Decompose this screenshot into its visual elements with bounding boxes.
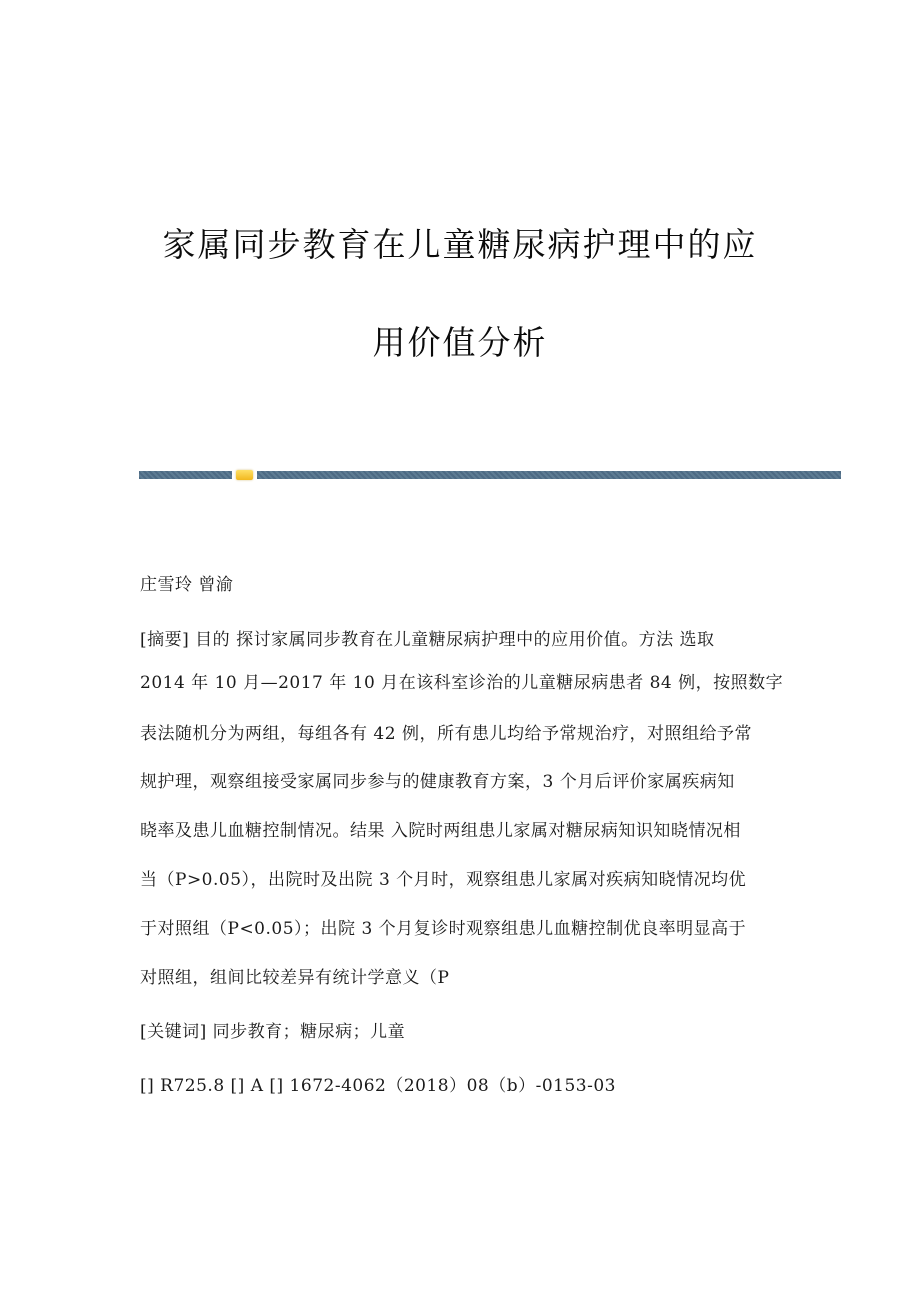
abstract-line-3: 表法随机分为两组，每组各有 42 例，所有患儿均给予常规治疗，对照组给予常 xyxy=(140,724,752,744)
abstract-line-5: 晓率及患儿血糖控制情况。结果 入院时两组患儿家属对糖尿病知识知晓情况相 xyxy=(140,821,741,841)
divider-bar-left xyxy=(139,471,232,479)
authors: 庄雪玲 曾渝 xyxy=(140,575,234,595)
classification-codes: [] R725.8 [] A [] 1672-4062（2018）08（b）-0153-03 xyxy=(140,1076,616,1096)
title-divider xyxy=(139,470,841,481)
abstract-line-1: [摘要] 目的 探讨家属同步教育在儿童糖尿病护理中的应用价值。方法 选取 xyxy=(140,630,715,650)
document-title-line-1: 家属同步教育在儿童糖尿病护理中的应 xyxy=(162,225,758,264)
abstract-line-2: 2014 年 10 月—2017 年 10 月在该科室诊治的儿童糖尿病患者 84 例，按照数字 xyxy=(140,673,784,693)
divider-ornament-icon xyxy=(236,470,253,480)
abstract-line-7: 于对照组（P<0.05）；出院 3 个月复诊时观察组患儿血糖控制优良率明显高于 xyxy=(140,919,747,939)
abstract-line-6: 当（P>0.05），出院时及出院 3 个月时，观察组患儿家属对疾病知晓情况均优 xyxy=(140,870,747,890)
abstract-line-4: 规护理，观察组接受家属同步参与的健康教育方案，3 个月后评价家属疾病知 xyxy=(140,772,735,792)
document-title-line-2: 用价值分析 xyxy=(372,323,548,362)
divider-bar-right xyxy=(257,471,841,479)
abstract-line-8: 对照组，组间比较差异有统计学意义（P xyxy=(140,968,450,988)
keywords: [关键词] 同步教育；糖尿病；儿童 xyxy=(140,1022,406,1042)
